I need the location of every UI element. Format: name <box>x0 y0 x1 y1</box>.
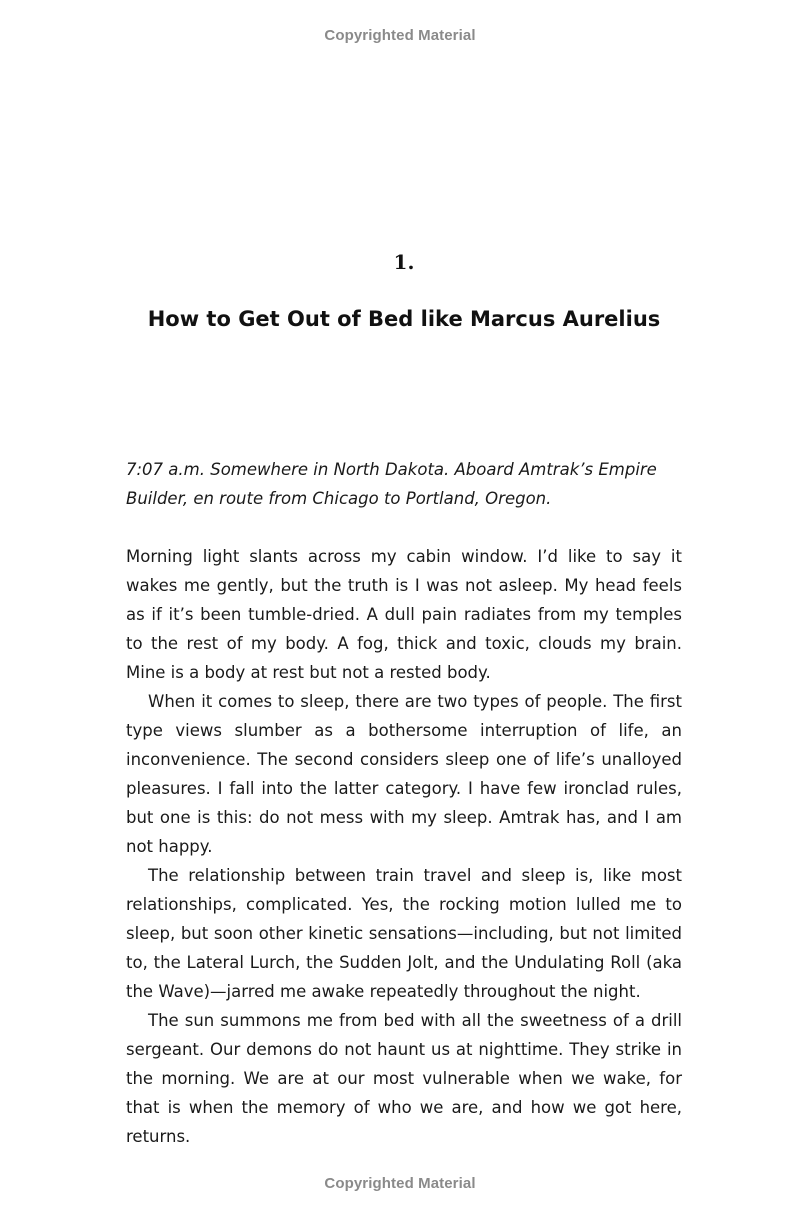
chapter-number: 1. <box>393 250 415 274</box>
chapter-body <box>126 542 682 1151</box>
chapter-dateline: 7:07 a.m. Somewhere in North Dakota. Aboard Amtrak’s Empire Builder, en route from Chicago to Portland, Oregon. <box>126 460 657 508</box>
body-paragraph-1: Morning light slants across my cabin window. I’d like to say it wakes me gently, but the truth is I was not asleep. My head feels as if it’s been tumble-dried. A dull pain radiates from my temples to the rest of my body. A fog, thick and toxic, clouds my brain. Mine is a body at rest but not a rested body. <box>126 547 682 682</box>
chapter-title: How to Get Out of Bed like Marcus Aurelius <box>147 307 661 331</box>
body-paragraph-4: The sun summons me from bed with all the sweetness of a drill sergeant. Our demons do not haunt us at nighttime. They strike in the morning. We are at our most vulnerable when we wake, for that is when the memory of who we are, and how we got here, returns. <box>126 1011 682 1146</box>
body-paragraph-3: The relationship between train travel and sleep is, like most relationships, complicated. Yes, the rocking motion lulled me to sleep, but soon other kinetic sensations—including, but not limited to, the Lateral Lurch, the Sudden Jolt, and the Undulating Roll (aka the Wave)—jarred me awake repeatedly throughout the night. <box>126 866 682 1001</box>
copyright-watermark-top: Copyrighted Material <box>324 27 476 44</box>
body-paragraph-2: When it comes to sleep, there are two types of people. The first type views slumber as a bothersome interruption of life, an inconvenience. The second considers sleep one of life’s unalloyed pleasures. I fall into the latter category. I have few ironclad rules, but one is this: do not mess with my sleep. Amtrak has, and I am not happy. <box>126 692 682 856</box>
copyright-watermark-bottom: Copyrighted Material <box>324 1175 476 1192</box>
